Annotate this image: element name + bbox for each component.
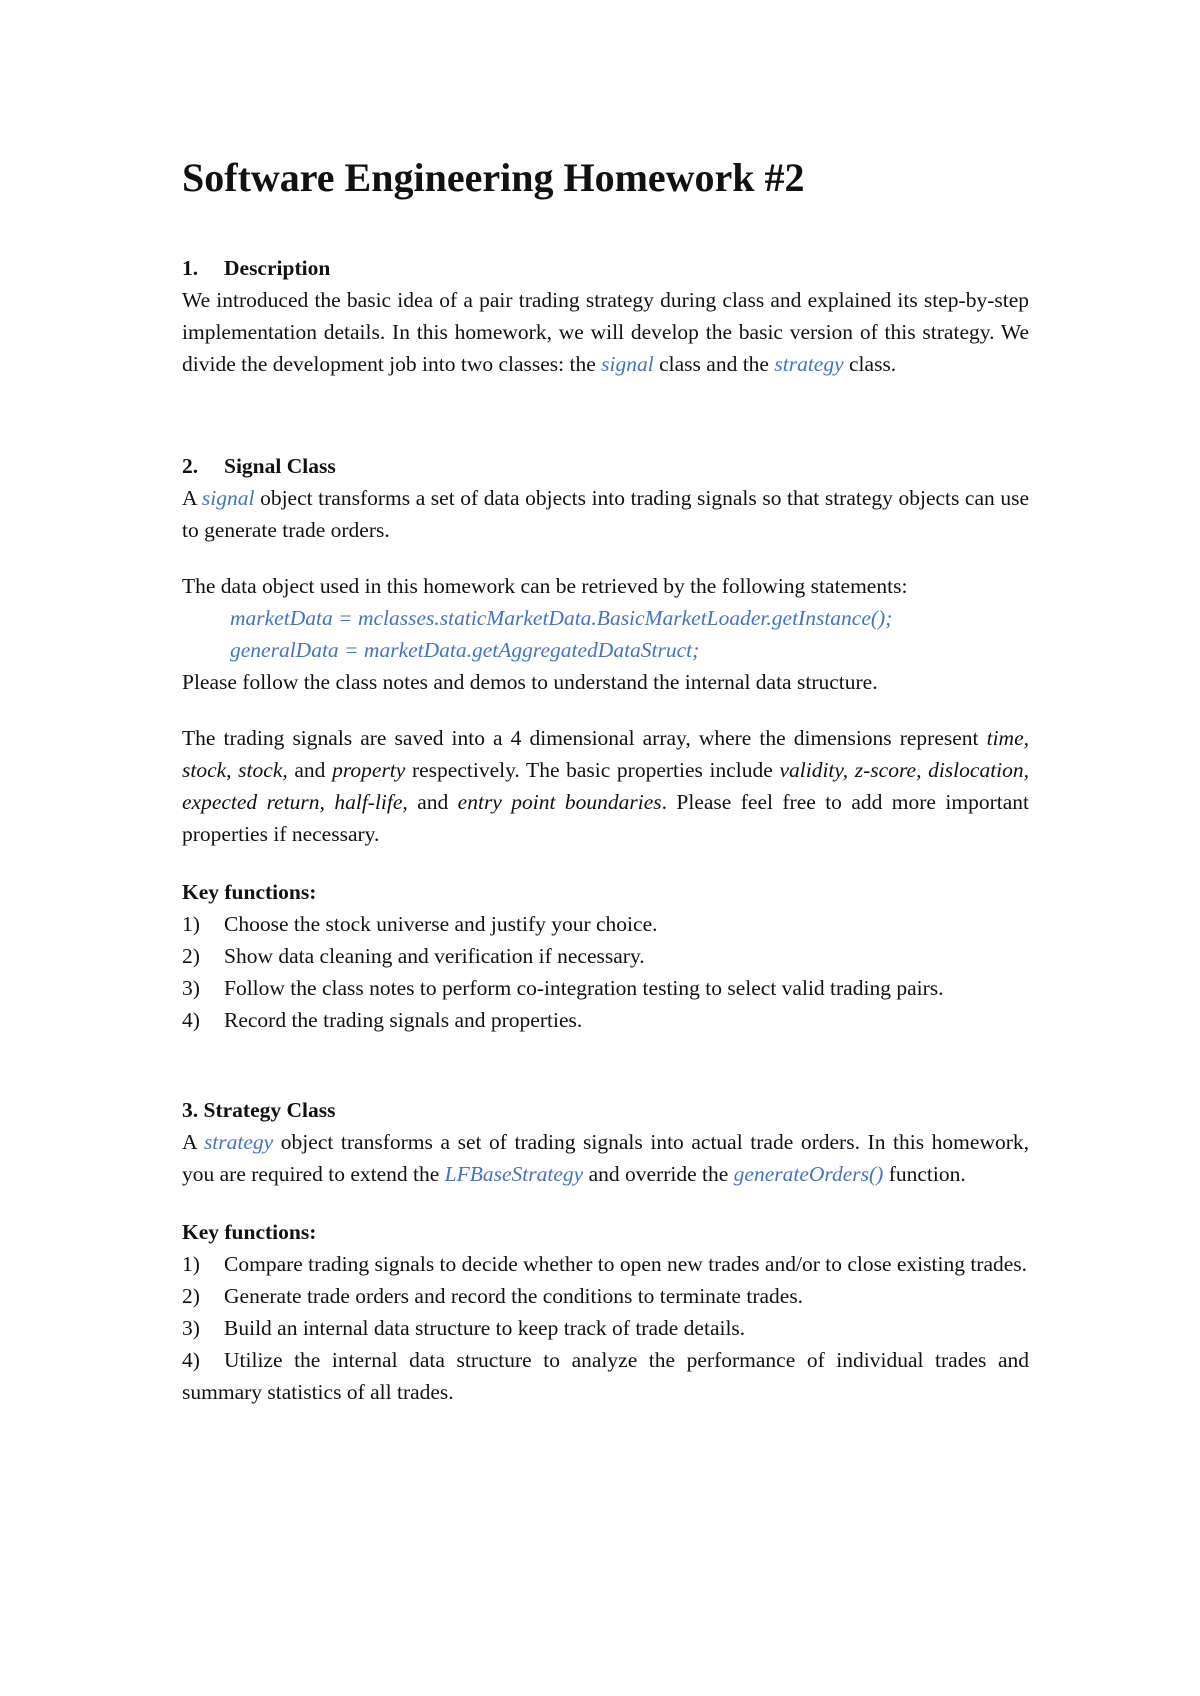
dimension-terms: time, stock, stock,	[182, 726, 1029, 782]
section-title: Signal Class	[224, 454, 336, 478]
code-line-general-data: generalData = marketData.getAggregatedDataStruct;	[230, 638, 700, 662]
strategy-key-functions-list	[182, 1248, 1029, 1408]
text-run: . Please feel free to add more important properties if necessary.	[182, 790, 1029, 846]
section-heading-strategy-class	[182, 1094, 1029, 1126]
list-text: Utilize the internal data structure to analyze the performance of individual trades and summary statistics of all trades.	[182, 1348, 1029, 1404]
list-item	[182, 1312, 1029, 1344]
text-run: A	[182, 486, 202, 510]
code-line-market-data: marketData = mclasses.staticMarketData.BasicMarketLoader.getInstance();	[230, 606, 893, 630]
class-notes-instruction: Please follow the class notes and demos to understand the internal data structure.	[182, 670, 878, 694]
strategy-term: strategy	[203, 1130, 274, 1154]
generate-orders-term: generateOrders()	[733, 1162, 884, 1186]
section-title: Description	[224, 256, 331, 280]
signal-key-functions-list	[182, 908, 1029, 1036]
section-number: 2.	[182, 454, 199, 478]
strategy-intro-paragraph	[182, 1126, 1029, 1190]
text-run: object transforms a set of data objects into trading signals so that strategy objects can use to generate trade orders.	[182, 486, 1029, 542]
list-item	[182, 1004, 1029, 1036]
text-run: A	[182, 1130, 204, 1154]
list-text: Generate trade orders and record the conditions to terminate trades.	[224, 1284, 804, 1308]
list-text: Choose the stock universe and justify your choice.	[224, 912, 658, 936]
key-functions-heading: Key functions:	[182, 880, 317, 904]
document-title: Software Engineering Homework #2	[182, 155, 805, 200]
list-item	[182, 1344, 1029, 1408]
text-run: respectively. The basic properties include	[405, 758, 780, 782]
list-text: Record the trading signals and properties.	[224, 1008, 583, 1032]
list-item	[182, 940, 1029, 972]
list-number: 1)	[182, 912, 200, 936]
text-run: We introduced the basic idea of a pair trading strategy during class and explained its step-by-step implementation details. In this homework, we will develop the basic version of this strategy. We divide the development job into two classes: the	[182, 288, 1029, 376]
text-run: class.	[843, 352, 897, 376]
signals-array-paragraph	[182, 722, 1029, 850]
data-object-intro: The data object used in this homework can be retrieved by the following statements:	[182, 574, 908, 598]
section-number: 1.	[182, 256, 199, 280]
text-run: and override the	[583, 1162, 734, 1186]
text-run: and	[407, 790, 458, 814]
property-list: validity, z-score, dislocation, expected return, half-life,	[182, 758, 1030, 814]
property-term: property	[332, 758, 406, 782]
section-heading-signal-class	[182, 450, 1029, 482]
list-text: Follow the class notes to perform co-integration testing to select valid trading pairs.	[224, 976, 944, 1000]
list-number: 1)	[182, 1252, 200, 1276]
list-number: 4)	[182, 1348, 200, 1372]
list-text: Build an internal data structure to keep track of trade details.	[224, 1316, 746, 1340]
list-item	[182, 972, 1029, 1004]
list-item	[182, 1248, 1029, 1280]
list-item	[182, 908, 1029, 940]
description-paragraph	[182, 284, 1029, 380]
list-text: Compare trading signals to decide whether to open new trades and/or to close existing trades.	[224, 1252, 1028, 1276]
list-text: Show data cleaning and verification if necessary.	[224, 944, 645, 968]
text-run: object transforms a set of trading signals into actual trade orders. In this homework, you are required to extend the	[182, 1130, 1030, 1186]
base-strategy-term: LFBaseStrategy	[444, 1162, 584, 1186]
section-title: Strategy Class	[203, 1098, 336, 1122]
list-number: 4)	[182, 1008, 200, 1032]
key-functions-heading: Key functions:	[182, 1220, 317, 1244]
list-number: 2)	[182, 1284, 200, 1308]
section-number: 3.	[182, 1098, 199, 1122]
section-heading-description	[182, 252, 1029, 284]
signal-intro-paragraph	[182, 482, 1029, 546]
list-number: 3)	[182, 976, 200, 1000]
text-run: function.	[883, 1162, 966, 1186]
list-item	[182, 1280, 1029, 1312]
text-run: and	[287, 758, 333, 782]
text-run: class and the	[653, 352, 775, 376]
text-run: The trading signals are saved into a 4 dimensional array, where the dimensions represent	[182, 726, 987, 750]
entry-point-term: entry point boundaries	[457, 790, 662, 814]
strategy-term: strategy	[774, 352, 844, 376]
signal-term: signal	[601, 352, 654, 376]
document-body	[182, 150, 1029, 1408]
list-number: 2)	[182, 944, 200, 968]
signal-term: signal	[201, 486, 255, 510]
list-number: 3)	[182, 1316, 200, 1340]
